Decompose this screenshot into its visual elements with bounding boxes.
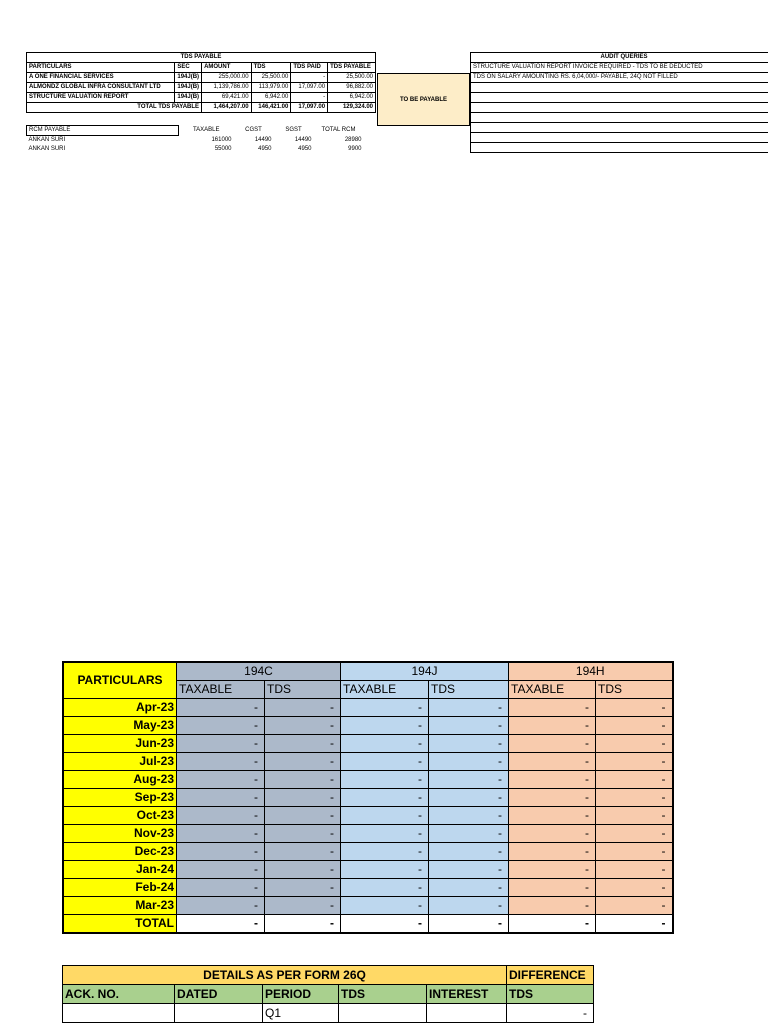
taxable-cell: - <box>509 861 596 879</box>
form-26q-column-row <box>63 985 594 1004</box>
particulars-header: PARTICULARS <box>63 662 177 699</box>
month-row <box>63 807 673 825</box>
cell: 113,979.00 <box>251 83 291 93</box>
month-label: May-23 <box>63 717 177 735</box>
audit-query: STRUCTURE VALUATION REPORT INVOICE REQUIRED - TDS TO BE DEDUCTED <box>471 63 768 73</box>
taxable-cell: - <box>509 915 596 934</box>
difference-tds-header: TDS <box>507 985 594 1004</box>
cell: A ONE FINANCIAL SERVICES <box>27 73 175 83</box>
section-194j-header: 194J <box>341 662 509 681</box>
taxable-cell: - <box>177 879 265 897</box>
tds-cell: - <box>429 717 509 735</box>
rcm-header: TOTAL RCM <box>321 127 356 133</box>
taxable-cell: - <box>341 915 429 934</box>
tds-cell: - <box>265 789 341 807</box>
period-header: PERIOD <box>263 985 339 1004</box>
tds-header: TDS <box>596 681 673 699</box>
rcm-payable-label: RCM PAYABLE <box>27 126 179 136</box>
to-be-payable-note: TO BE PAYABLE <box>377 73 470 126</box>
tds-cell: - <box>265 897 341 915</box>
month-row <box>63 753 673 771</box>
tds-header: TDS <box>339 985 427 1004</box>
cell: 17,097.00 <box>291 83 328 93</box>
cell: 194J(B) <box>175 73 202 83</box>
taxable-cell: - <box>177 807 265 825</box>
cell: 69,421.00 <box>202 93 252 103</box>
taxable-cell: - <box>509 753 596 771</box>
rcm-cgst: 14490 <box>254 136 272 143</box>
month-label: Jul-23 <box>63 753 177 771</box>
tds-cell: - <box>429 735 509 753</box>
month-label: Jun-23 <box>63 735 177 753</box>
month-row <box>63 825 673 843</box>
taxable-cell: - <box>341 807 429 825</box>
tds-cell: - <box>596 717 673 735</box>
taxable-cell: - <box>341 699 429 717</box>
tds-row <box>27 73 376 83</box>
taxable-cell: - <box>177 753 265 771</box>
month-row <box>63 861 673 879</box>
cell: 6,942.00 <box>251 93 291 103</box>
audit-query-empty <box>471 93 768 103</box>
cell: - <box>291 73 328 83</box>
taxable-cell: - <box>509 897 596 915</box>
tds-cell: - <box>429 861 509 879</box>
total-cell: 17,097.00 <box>291 103 328 113</box>
total-cell: 1,464,207.00 <box>202 103 252 113</box>
audit-row <box>471 93 768 103</box>
audit-row <box>471 103 768 113</box>
tds-cell: - <box>429 879 509 897</box>
audit-query-empty <box>471 83 768 93</box>
tds-cell: - <box>596 843 673 861</box>
taxable-header: TAXABLE <box>509 681 596 699</box>
rcm-sgst: 4950 <box>298 146 312 152</box>
total-cell: 129,324.00 <box>328 103 376 113</box>
taxable-cell: - <box>341 753 429 771</box>
audit-row <box>471 133 768 143</box>
tds-header-row <box>27 63 376 73</box>
ack-no-cell <box>63 1004 175 1023</box>
tds-cell: - <box>596 753 673 771</box>
tds-cell: - <box>265 825 341 843</box>
audit-queries-title: AUDIT QUERIES <box>471 53 768 63</box>
rcm-taxable: 55000 <box>214 146 232 152</box>
form-26q-title: DETAILS AS PER FORM 26Q <box>63 966 507 985</box>
taxable-cell: - <box>177 789 265 807</box>
audit-row <box>471 143 768 153</box>
cell: - <box>291 93 328 103</box>
taxable-cell: - <box>341 861 429 879</box>
taxable-header: TAXABLE <box>177 681 265 699</box>
tds-cell: - <box>429 699 509 717</box>
audit-row <box>471 123 768 133</box>
taxable-cell: - <box>341 843 429 861</box>
month-label: Mar-23 <box>63 897 177 915</box>
total-row <box>63 915 673 934</box>
tds-cell: - <box>596 897 673 915</box>
cell: ALMONDZ GLOBAL INFRA CONSULTANT LTD <box>27 83 175 93</box>
monthly-group-row <box>63 662 673 681</box>
rcm-header: TAXABLE <box>192 127 220 133</box>
audit-query: TDS ON SALARY AMOUNTING RS. 6,04,000/- PAYABLE, 24Q NOT FILLED <box>471 73 768 83</box>
cell: 6,942.00 <box>328 93 376 103</box>
rcm-name: ANKAN SURI <box>28 146 66 152</box>
month-label: Jan-24 <box>63 861 177 879</box>
form-26q-table <box>62 965 594 1023</box>
tds-cell: - <box>596 915 673 934</box>
dated-cell <box>175 1004 263 1023</box>
rcm-cgst: 4950 <box>258 146 272 152</box>
tds-cell: - <box>596 879 673 897</box>
rcm-row <box>27 136 364 146</box>
tds-cell: - <box>265 861 341 879</box>
tds-cell <box>339 1004 427 1023</box>
rcm-header: SGST <box>285 127 302 133</box>
month-label: Sep-23 <box>63 789 177 807</box>
month-label: Dec-23 <box>63 843 177 861</box>
dated-header: DATED <box>175 985 263 1004</box>
monthly-tds-table <box>62 661 674 934</box>
tds-cell: - <box>265 699 341 717</box>
header-cell: AMOUNT <box>202 63 252 73</box>
audit-queries-table <box>470 52 768 153</box>
tds-cell: - <box>429 753 509 771</box>
section-194h-header: 194H <box>509 662 673 681</box>
rcm-total: 9900 <box>348 146 362 152</box>
taxable-cell: - <box>341 789 429 807</box>
tds-cell: - <box>265 753 341 771</box>
month-label: Oct-23 <box>63 807 177 825</box>
tds-cell: - <box>596 825 673 843</box>
tds-payable-title: TDS PAYABLE <box>27 53 376 63</box>
audit-query-empty <box>471 113 768 123</box>
month-row <box>63 789 673 807</box>
cell: 25,500.00 <box>328 73 376 83</box>
taxable-cell: - <box>177 897 265 915</box>
taxable-cell: - <box>177 735 265 753</box>
header-cell: TDS PAID <box>291 63 328 73</box>
taxable-cell: - <box>509 735 596 753</box>
rcm-header: CGST <box>245 127 262 133</box>
taxable-cell: - <box>509 825 596 843</box>
tds-row <box>27 83 376 93</box>
taxable-cell: - <box>341 825 429 843</box>
cell: 255,000.00 <box>202 73 252 83</box>
header-cell: TDS PAYABLE <box>328 63 376 73</box>
month-label: Nov-23 <box>63 825 177 843</box>
month-label: Aug-23 <box>63 771 177 789</box>
rcm-header-row <box>27 126 364 136</box>
taxable-cell: - <box>341 717 429 735</box>
tds-cell: - <box>596 861 673 879</box>
tds-payable-table <box>26 52 376 113</box>
tds-cell: - <box>596 735 673 753</box>
taxable-cell: - <box>177 915 265 934</box>
taxable-cell: - <box>177 861 265 879</box>
taxable-cell: - <box>341 735 429 753</box>
header-cell: TDS <box>251 63 291 73</box>
tds-cell: - <box>596 807 673 825</box>
cell: 96,882.00 <box>328 83 376 93</box>
rcm-taxable: 161000 <box>211 136 232 143</box>
tds-cell: - <box>265 771 341 789</box>
difference-header: DIFFERENCE <box>507 966 594 985</box>
audit-row <box>471 73 768 83</box>
cell: 1,139,786.00 <box>202 83 252 93</box>
audit-query-empty <box>471 133 768 143</box>
tds-cell: - <box>265 807 341 825</box>
audit-title-row <box>471 53 768 63</box>
section-194c-header: 194C <box>177 662 341 681</box>
tds-cell: - <box>429 771 509 789</box>
taxable-cell: - <box>509 699 596 717</box>
audit-query-empty <box>471 123 768 133</box>
rcm-sgst: 14490 <box>294 136 312 143</box>
cell: STRUCTURE VALUATION REPORT <box>27 93 175 103</box>
audit-query-empty <box>471 103 768 113</box>
taxable-cell: - <box>177 699 265 717</box>
month-row <box>63 699 673 717</box>
tds-cell: - <box>429 825 509 843</box>
month-row <box>63 843 673 861</box>
cell: 194J(B) <box>175 83 202 93</box>
tds-cell: - <box>429 897 509 915</box>
tds-cell: - <box>265 915 341 934</box>
taxable-cell: - <box>509 717 596 735</box>
audit-row <box>471 83 768 93</box>
month-row <box>63 717 673 735</box>
interest-header: INTEREST <box>427 985 507 1004</box>
month-label: Feb-24 <box>63 879 177 897</box>
total-label: TOTAL <box>63 915 177 934</box>
tds-cell: - <box>429 843 509 861</box>
total-cell: 146,421.00 <box>251 103 291 113</box>
taxable-cell: - <box>509 771 596 789</box>
form-26q-title-row <box>63 966 594 985</box>
tds-total-row <box>27 103 376 113</box>
ack-no-header: ACK. NO. <box>63 985 175 1004</box>
tds-cell: - <box>429 807 509 825</box>
taxable-cell: - <box>341 879 429 897</box>
taxable-cell: - <box>177 717 265 735</box>
tds-cell: - <box>596 789 673 807</box>
tds-cell: - <box>596 771 673 789</box>
taxable-cell: - <box>177 825 265 843</box>
audit-row <box>471 63 768 73</box>
tds-header: TDS <box>429 681 509 699</box>
month-row <box>63 879 673 897</box>
difference-tds-cell: - <box>507 1004 594 1023</box>
taxable-cell: - <box>509 807 596 825</box>
tds-cell: - <box>265 843 341 861</box>
month-row <box>63 897 673 915</box>
period-cell: Q1 <box>263 1004 339 1023</box>
audit-row <box>471 113 768 123</box>
rcm-row <box>27 145 364 154</box>
month-row <box>63 771 673 789</box>
audit-query-empty <box>471 143 768 153</box>
month-label: Apr-23 <box>63 699 177 717</box>
tds-row <box>27 93 376 103</box>
tds-cell: - <box>596 699 673 717</box>
cell: 25,500.00 <box>251 73 291 83</box>
rcm-name: ANKAN SURI <box>28 137 66 143</box>
header-cell: PARTICULARS <box>27 63 175 73</box>
taxable-cell: - <box>177 771 265 789</box>
taxable-cell: - <box>509 789 596 807</box>
monthly-body <box>63 699 673 934</box>
taxable-cell: - <box>341 771 429 789</box>
tds-cell: - <box>265 879 341 897</box>
tds-cell: - <box>265 735 341 753</box>
tds-title-row <box>27 53 376 63</box>
tds-header: TDS <box>265 681 341 699</box>
taxable-cell: - <box>509 843 596 861</box>
taxable-cell: - <box>177 843 265 861</box>
taxable-cell: - <box>341 897 429 915</box>
cell: 194J(B) <box>175 93 202 103</box>
tds-cell: - <box>429 915 509 934</box>
header-cell: SEC <box>175 63 202 73</box>
month-row <box>63 735 673 753</box>
rcm-payable-table <box>26 125 364 154</box>
interest-cell <box>427 1004 507 1023</box>
tds-cell: - <box>429 789 509 807</box>
rcm-total: 28980 <box>344 136 362 143</box>
tds-cell: - <box>265 717 341 735</box>
form-26q-row <box>63 1004 594 1023</box>
taxable-cell: - <box>509 879 596 897</box>
total-label: TOTAL TDS PAYABLE <box>27 103 202 113</box>
taxable-header: TAXABLE <box>341 681 429 699</box>
